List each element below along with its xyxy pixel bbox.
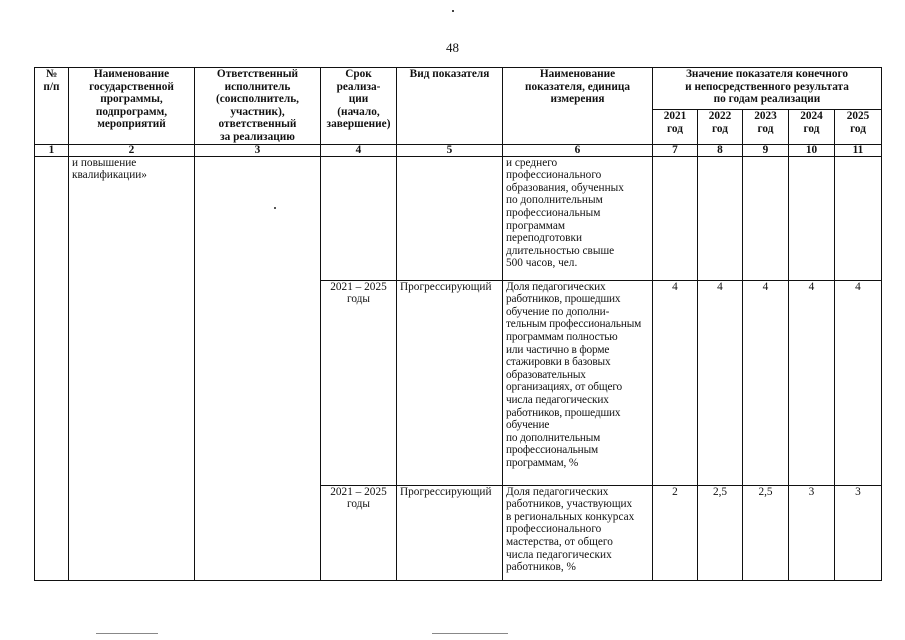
cell-term: 2021 – 2025 годы — [321, 280, 397, 485]
column-number: 11 — [835, 144, 882, 156]
cell-term: 2021 – 2025 годы — [321, 485, 397, 580]
cell-program-name: и повышение квалификации» — [69, 156, 195, 580]
cell-value-2024: 3 — [789, 485, 835, 580]
cell-value-2023: 4 — [743, 280, 789, 485]
cell-indicator-name: и среднего профессионального образования, обученных по дополнительным профессиональным программам переподготовки длительностью свыше 500 часов, чел. — [503, 156, 653, 280]
header-indicator-name: Наименование показателя, единица измерения — [503, 68, 653, 145]
indicator-table — [34, 67, 882, 581]
cell-value-2021 — [653, 156, 698, 280]
column-number: 3 — [195, 144, 321, 156]
header-term: Срок реализа- ции (начало, завершение) — [321, 68, 397, 145]
column-number: 6 — [503, 144, 653, 156]
header-year-2023: 2023 год — [743, 110, 789, 144]
header-year-2022: 2022 год — [698, 110, 743, 144]
column-number: 9 — [743, 144, 789, 156]
footer-rule-center — [432, 633, 508, 634]
column-number: 7 — [653, 144, 698, 156]
cell-value-2022 — [698, 156, 743, 280]
cell-value-2022: 4 — [698, 280, 743, 485]
cell-value-2021: 2 — [653, 485, 698, 580]
header-year-2024: 2024 год — [789, 110, 835, 144]
header-program-name: Наименование государственной программы, подпрограмм, мероприятий — [69, 68, 195, 145]
cell-value-2023: 2,5 — [743, 485, 789, 580]
cell-indicator-name: Доля педагогических работников, участвующих в региональных конкурсах профессионального мастерства, от общего числа педагогических работников, % — [503, 485, 653, 580]
cell-value-2025 — [835, 156, 882, 280]
cell-value-2025: 3 — [835, 485, 882, 580]
header-executor: Ответственный исполнитель (соисполнитель, участник), ответственный за реализацию — [195, 68, 321, 145]
cell-executor — [195, 156, 321, 580]
cell-value-2022: 2,5 — [698, 485, 743, 580]
column-number: 1 — [35, 144, 69, 156]
cell-indicator-name: Доля педагогических работников, прошедших обучение по дополни- тельным профессиональным программам полностью или частично в форме стажировки в базовых образовательных организациях, от общего числа педагогических работников, прошедших обучение по дополнительным профессиональным программам, % — [503, 280, 653, 485]
cell-value-2024: 4 — [789, 280, 835, 485]
page-number: 48 — [446, 40, 459, 55]
header-year-2025: 2025 год — [835, 110, 882, 144]
column-number-row — [35, 144, 882, 156]
cell-indicator-type — [397, 156, 503, 280]
cell-value-2024 — [789, 156, 835, 280]
header-num: № п/п — [35, 68, 69, 145]
cell-indicator-type: Прогрессирующий — [397, 485, 503, 580]
cell-num — [35, 156, 69, 580]
cell-term — [321, 156, 397, 280]
table-row — [35, 156, 882, 280]
footer-rule-left — [96, 633, 158, 634]
header-indicator-type: Вид показателя — [397, 68, 503, 145]
column-number: 2 — [69, 144, 195, 156]
column-number: 10 — [789, 144, 835, 156]
header-values-group: Значение показателя конечного и непосредственного результата по годам реализации — [653, 68, 882, 110]
cell-indicator-type: Прогрессирующий — [397, 280, 503, 485]
scan-speck-top — [452, 10, 454, 12]
column-number: 5 — [397, 144, 503, 156]
column-number: 8 — [698, 144, 743, 156]
cell-value-2025: 4 — [835, 280, 882, 485]
cell-value-2023 — [743, 156, 789, 280]
cell-value-2021: 4 — [653, 280, 698, 485]
column-number: 4 — [321, 144, 397, 156]
header-year-2021: 2021 год — [653, 110, 698, 144]
